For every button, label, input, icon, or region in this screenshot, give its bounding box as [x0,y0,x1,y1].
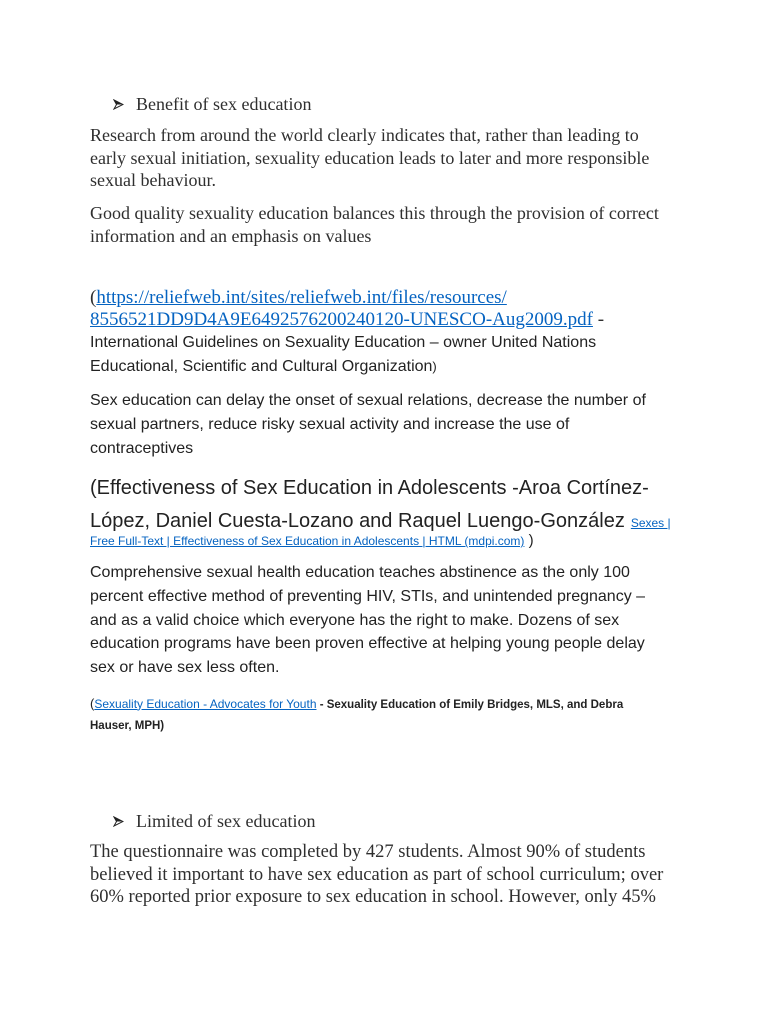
paragraph-line: 60% reported prior exposure to sex education in school. However, only 45% [90,887,656,907]
source-line-text: Educational, Scientific and Cultural Organization [90,358,433,375]
url-line [90,309,604,331]
advocates-link[interactable]: Sexuality Education - Advocates for Youth [94,696,317,711]
paragraph-line: and as a valid choice which everyone has the right to make. Dozens of sex [90,611,620,629]
citation-source: - Sexuality Education of Emily Bridges, MLS, and Debra [316,698,624,711]
arrow-bullet-icon [113,816,124,827]
paragraph-line: The questionnaire was completed by 427 students. Almost 90% of students [90,842,646,862]
paragraph-quality [90,202,659,248]
paragraph-line: information and an emphasis on values [90,226,372,246]
url-line [90,287,604,309]
paragraph-research [90,124,649,192]
unesco-link-part-1[interactable]: https://reliefweb.int/sites/reliefweb.int/files/resources/ [96,287,507,308]
close-paren: ) [432,359,437,374]
citation-mdpi-link [90,531,534,551]
mdpi-link-part-2[interactable]: Free Full-Text | Effectiveness of Sex Education in Adolescents | HTML (mdpi.com) [90,534,525,548]
paragraph-line: percent effective method of preventing HIV, STIs, and unintended pregnancy – [90,587,646,605]
paragraph-line: believed it important to have sex education as part of school curriculum; over [90,864,664,885]
separator: - [592,309,605,330]
citation-mdpi-title [90,472,671,540]
citation-unesco-url [90,287,604,331]
link-line [90,531,534,551]
citation-source-line: Hauser, MPH) [90,719,165,732]
paragraph-line: sex or have sex less often. [90,659,280,677]
citation-title-line: (Effectiveness of Sex Education in Adolescents -Aroa Cortínez- [90,476,649,499]
limited-heading-text: Limited of sex education [136,811,316,831]
paragraph-delay [90,389,646,461]
arrow-bullet-icon [113,99,124,110]
open-paren: ( [90,287,97,308]
paragraph-comprehensive [90,561,645,680]
paragraph-line: early sexual initiation, sexuality education leads to later and more responsible [90,147,650,168]
mdpi-link-part-1[interactable]: Sexes | [630,515,671,530]
paragraph-line: Comprehensive sexual health education teaches abstinence as the only 100 [90,564,630,581]
paragraph-line: Good quality sexuality education balances this through the provision of correct [90,203,659,223]
paragraph-line: education programs have been proven effective at helping young people delay [90,635,645,653]
paragraph-questionnaire [90,841,663,909]
source-line: International Guidelines on Sexuality Education – owner United Nations [90,334,597,351]
open-paren: ( [90,695,95,711]
paragraph-line: sexual partners, reduce risky sexual activity and increase the use of [90,416,570,433]
source-line [90,355,596,379]
unesco-link-part-2[interactable]: 8556521DD9D4A9E6492576200240120-UNESCO-Aug2009.pdf [90,309,593,330]
paragraph-line: Sex education can delay the onset of sexual relations, decrease the number of [90,392,646,409]
citation-unesco-source [90,331,596,379]
paragraph-line: Research from around the world clearly indicates that, rather than leading to [90,125,639,145]
close-paren: ) [524,532,534,549]
citation-authors: López, Daniel Cuesta-Lozano and Raquel Luengo-González [90,509,625,532]
citation-advocates [90,693,623,737]
paragraph-line: sexual behaviour. [90,170,216,190]
citation-line [90,693,623,716]
benefit-heading-text: Benefit of sex education [136,94,312,114]
paragraph-line: contraceptives [90,440,194,457]
